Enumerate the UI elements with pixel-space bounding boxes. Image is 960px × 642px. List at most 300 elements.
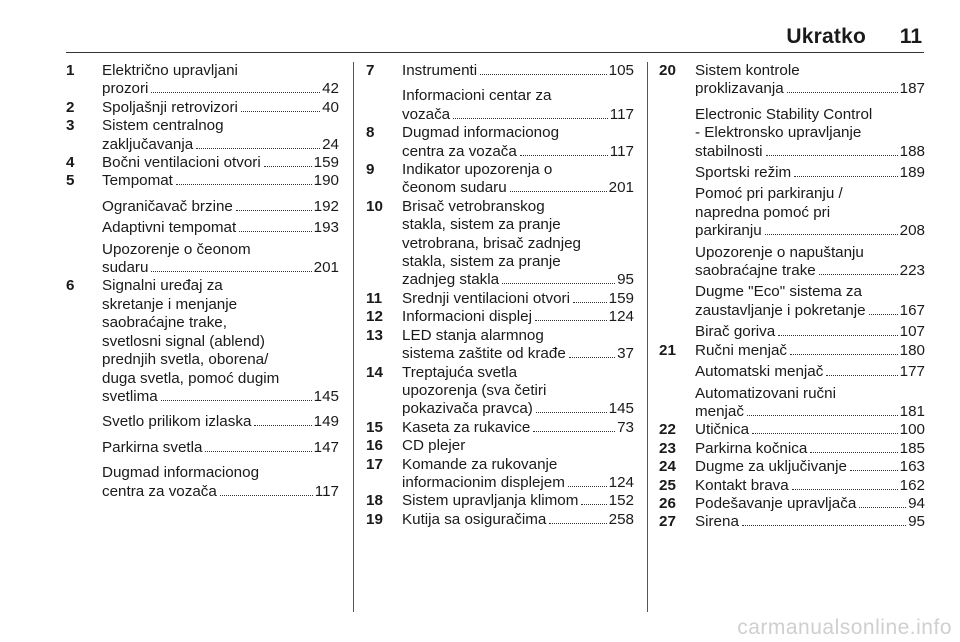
index-entry: [659, 363, 925, 381]
entry-line: [402, 290, 634, 308]
entry-page-number: 185: [899, 439, 925, 457]
index-entry: [659, 323, 925, 341]
entry-text: CD plejer: [402, 437, 466, 455]
entry-number: 15: [366, 418, 383, 436]
entry-page-number: 201: [608, 179, 634, 197]
entry-text: Srednji ventilacioni otvori: [402, 289, 570, 307]
entry-number: 16: [366, 437, 383, 455]
entry-line: [402, 87, 634, 105]
entry-number: 3: [66, 117, 75, 135]
index-column-1: [66, 62, 339, 501]
entry-text: Automatski menjač: [695, 363, 824, 381]
entry-text: duga svetla, pomoć dugim: [102, 369, 280, 387]
entry-line: [402, 474, 634, 492]
entry-number: 25: [659, 476, 676, 494]
dot-leader: [236, 210, 312, 211]
entry-number: 19: [366, 510, 383, 528]
entry-text: Upozorenje o čeonom: [102, 240, 251, 258]
entry-number: 23: [659, 439, 676, 457]
entry-text: prednjih svetla, oborena/: [102, 351, 269, 369]
entry-text: Dugme "Eco" sistema za: [695, 283, 862, 301]
entry-line: [102, 388, 339, 406]
entry-text: Indikator upozorenja o: [402, 161, 553, 179]
entry-page-number: 190: [313, 172, 339, 190]
entry-text: Parkirna svetla: [102, 438, 203, 456]
index-entry: [66, 154, 339, 172]
entry-page-number: 208: [899, 222, 925, 240]
index-entry: [366, 327, 634, 364]
dot-leader: [766, 155, 898, 156]
entry-line: [695, 323, 925, 341]
entry-text: zaključavanja: [102, 135, 194, 153]
entry-line: [695, 403, 925, 421]
entry-line: [695, 124, 925, 142]
entry-text: Informacioni centar za: [402, 87, 552, 105]
entry-number: 20: [659, 62, 676, 79]
entry-text: zadnjeg stakla: [402, 271, 500, 289]
dot-leader: [742, 525, 906, 526]
entry-line: [102, 172, 339, 190]
entry-line: [102, 351, 339, 369]
entry-text: Podešavanje upravljača: [695, 494, 857, 512]
dot-leader: [161, 400, 312, 401]
dot-leader: [790, 354, 898, 355]
dot-leader: [535, 320, 607, 321]
entry-text: Adaptivni tempomat: [102, 219, 237, 237]
index-entry: [659, 458, 925, 476]
entry-line: [102, 277, 339, 295]
dot-leader: [819, 274, 898, 275]
entry-text: zaustavljanje i pokretanje: [695, 301, 866, 319]
entry-text: Kontakt brava: [695, 476, 789, 494]
entry-page-number: 117: [314, 482, 339, 500]
entry-number: 10: [366, 197, 383, 215]
entry-text: Ograničavač brzine: [102, 197, 233, 215]
index-entry: [366, 308, 634, 326]
entry-number: 9: [366, 161, 375, 179]
entry-text: Svetlo prilikom izlaska: [102, 413, 252, 431]
entry-line: [102, 62, 339, 80]
entry-line: [402, 253, 634, 271]
entry-number: 26: [659, 494, 676, 512]
entry-text: skretanje i menjanje: [102, 295, 238, 313]
dot-leader: [792, 489, 898, 490]
entry-text: čeonom sudaru: [402, 179, 507, 197]
entry-text: proklizavanja: [695, 80, 784, 98]
entry-text: informacionim displejem: [402, 473, 565, 491]
entry-page-number: 192: [313, 197, 339, 215]
entry-page-number: 37: [617, 345, 634, 363]
entry-text: pokazivača pravca): [402, 400, 533, 418]
dot-leader: [254, 425, 311, 426]
entry-line: [695, 342, 925, 360]
entry-page-number: 42: [322, 80, 339, 98]
entry-line: [102, 439, 339, 457]
entry-text: Sportski režim: [695, 164, 792, 182]
entry-page-number: 223: [899, 262, 925, 280]
entry-line: [695, 495, 925, 513]
entry-text: Sistem kontrole: [695, 62, 800, 79]
dot-leader: [778, 335, 897, 336]
entry-line: [402, 179, 634, 197]
index-entry: [66, 413, 339, 431]
index-entry: [659, 283, 925, 320]
entry-line: [402, 124, 634, 142]
index-entry: [659, 477, 925, 495]
entry-text: Sirena: [695, 513, 739, 531]
entry-line: [695, 262, 925, 280]
index-entry: [66, 99, 339, 117]
dot-leader: [536, 412, 607, 413]
index-entry: [366, 198, 634, 290]
entry-text: Ručni menjač: [695, 341, 788, 359]
entry-line: [402, 106, 634, 124]
entry-line: [695, 363, 925, 381]
index-entry: [366, 62, 634, 80]
entry-line: [102, 241, 339, 259]
index-entry: [66, 219, 339, 237]
dot-leader: [869, 314, 898, 315]
entry-text: Pomoć pri parkiranju /: [695, 185, 843, 203]
index-entry: [659, 185, 925, 240]
dot-leader: [794, 176, 897, 177]
index-entry: [659, 106, 925, 161]
entry-text: stakla, sistem za pranje: [402, 253, 561, 271]
entry-page-number: 95: [908, 513, 925, 531]
dot-leader: [510, 191, 607, 192]
entry-line: [402, 271, 634, 289]
entry-text: sistema zaštite od krađe: [402, 345, 566, 363]
entry-page-number: 162: [899, 476, 925, 494]
entry-line: [102, 370, 339, 388]
entry-number: 13: [366, 326, 383, 344]
dot-leader: [241, 111, 320, 112]
page-title: Ukratko: [786, 25, 866, 48]
index-entry: [659, 385, 925, 422]
dot-leader: [826, 375, 897, 376]
entry-page-number: 124: [608, 473, 634, 491]
entry-line: [695, 477, 925, 495]
dot-leader: [765, 234, 898, 235]
entry-number: 2: [66, 98, 75, 116]
entry-text: svetlima: [102, 387, 158, 405]
entry-line: [102, 483, 339, 501]
index-entry: [659, 440, 925, 458]
index-entry: [366, 87, 634, 124]
index-entry: [366, 364, 634, 419]
entry-text: vozača: [402, 105, 451, 123]
dot-leader: [151, 271, 311, 272]
entry-number: 8: [366, 124, 375, 142]
index-entry: [659, 421, 925, 439]
entry-line: [695, 421, 925, 439]
entry-line: [102, 154, 339, 172]
dot-leader: [787, 92, 898, 93]
entry-page-number: 95: [617, 271, 634, 289]
index-entry: [366, 161, 634, 198]
entry-line: [402, 143, 634, 161]
entry-page-number: 117: [609, 142, 634, 160]
entry-page-number: 149: [313, 413, 339, 431]
entry-line: [402, 235, 634, 253]
entry-text: Brisač vetrobranskog: [402, 197, 545, 215]
entry-line: [402, 198, 634, 216]
entry-number: 11: [366, 289, 383, 307]
entry-line: [402, 327, 634, 345]
entry-line: [695, 80, 925, 98]
index-entry: [659, 513, 925, 531]
entry-line: [402, 456, 634, 474]
entry-text: - Elektronsko upravljanje: [695, 124, 862, 142]
entry-number: 18: [366, 492, 383, 510]
dot-leader: [151, 92, 320, 93]
dot-leader: [176, 184, 312, 185]
entry-number: 5: [66, 172, 75, 190]
entry-text: Automatizovani ručni: [695, 384, 836, 402]
entry-number: 22: [659, 421, 676, 439]
entry-text: upozorenja (sva četiri: [402, 381, 547, 399]
entry-text: Kutija sa osiguračima: [402, 510, 547, 528]
index-entry: [66, 439, 339, 457]
index-entry: [66, 277, 339, 406]
entry-text: Sistem centralnog: [102, 117, 224, 135]
entry-number: 4: [66, 154, 75, 172]
entry-page-number: 167: [899, 301, 925, 319]
entry-page-number: 24: [322, 135, 339, 153]
entry-page-number: 180: [899, 341, 925, 359]
entry-page-number: 187: [899, 80, 925, 98]
index-entry: [659, 244, 925, 281]
entry-text: Birač goriva: [695, 323, 776, 341]
entry-page-number: 117: [609, 105, 634, 123]
index-entry: [66, 241, 339, 278]
entry-line: [695, 302, 925, 320]
entry-page-number: 177: [899, 363, 925, 381]
entry-text: Dugmad informacionog: [402, 124, 560, 142]
entry-number: 27: [659, 513, 676, 531]
entry-page-number: 73: [617, 418, 634, 436]
dot-leader: [502, 283, 615, 284]
dot-leader: [453, 118, 608, 119]
dot-leader: [205, 451, 311, 452]
entry-line: [695, 62, 925, 80]
entry-text: LED stanja alarmnog: [402, 326, 544, 344]
entry-text: stabilnosti: [695, 142, 763, 160]
entry-page-number: 105: [608, 62, 634, 79]
entry-page-number: 159: [313, 154, 339, 172]
entry-line: [102, 259, 339, 277]
index-entry: [659, 342, 925, 360]
entry-line: [402, 511, 634, 529]
entry-text: Spoljašnji retrovizori: [102, 98, 238, 116]
entry-line: [102, 333, 339, 351]
entry-page-number: 94: [908, 494, 925, 512]
entry-page-number: 107: [899, 323, 925, 341]
entry-number: 21: [659, 341, 676, 359]
entry-text: vetrobrana, brisač zadnjeg: [402, 234, 581, 252]
entry-page-number: 258: [608, 510, 634, 528]
dot-leader: [264, 166, 312, 167]
entry-number: 12: [366, 308, 383, 326]
entry-text: saobraćajne trake: [695, 262, 816, 280]
entry-number: 14: [366, 363, 383, 381]
entry-text: Treptajuća svetla: [402, 363, 518, 381]
entry-line: [695, 283, 925, 301]
dot-leader: [859, 507, 906, 508]
dot-leader: [569, 357, 615, 358]
dot-leader: [533, 431, 615, 432]
entry-text: Dugme za uključivanje: [695, 458, 847, 476]
entry-line: [102, 198, 339, 216]
entry-text: stakla, sistem za pranje: [402, 216, 561, 234]
entry-text: Tempomat: [102, 172, 173, 190]
dot-leader: [850, 470, 898, 471]
index-entry: [659, 62, 925, 99]
entry-text: saobraćajne trake,: [102, 314, 227, 332]
entry-line: [102, 464, 339, 482]
entry-text: parkiranju: [695, 222, 762, 240]
entry-page-number: 145: [608, 400, 634, 418]
index-entry: [66, 117, 339, 154]
entry-text: sudaru: [102, 259, 149, 277]
index-entry: [366, 492, 634, 510]
entry-text: centra za vozača: [402, 142, 517, 160]
entry-line: [695, 143, 925, 161]
entry-number: 7: [366, 62, 375, 79]
index-entry: [659, 164, 925, 182]
entry-line: [695, 244, 925, 262]
entry-line: [695, 513, 925, 531]
entry-text: Kaseta za rukavice: [402, 418, 531, 436]
entry-line: [402, 62, 634, 80]
entry-line: [402, 161, 634, 179]
entry-page-number: 124: [608, 308, 634, 326]
entry-number: 17: [366, 455, 383, 473]
entry-line: [402, 382, 634, 400]
index-entry: [366, 419, 634, 437]
dot-leader: [747, 415, 898, 416]
entry-page-number: 40: [322, 98, 339, 116]
index-entry: [66, 62, 339, 99]
entry-line: [102, 219, 339, 237]
dot-leader: [220, 495, 313, 496]
entry-line: [402, 400, 634, 418]
entry-page-number: 145: [313, 387, 339, 405]
entry-line: [102, 136, 339, 154]
entry-line: [102, 117, 339, 135]
entry-line: [402, 419, 634, 437]
dot-leader: [581, 504, 606, 505]
entry-text: Instrumenti: [402, 62, 478, 79]
entry-line: [102, 413, 339, 431]
dot-leader: [568, 486, 607, 487]
entry-page-number: 100: [899, 421, 925, 439]
entry-line: [402, 437, 634, 455]
entry-text: Električno upravljani: [102, 62, 238, 79]
entry-line: [695, 458, 925, 476]
index-entry: [66, 464, 339, 501]
entry-text: Dugmad informacionog: [102, 464, 260, 482]
entry-text: Upozorenje o napuštanju: [695, 243, 864, 261]
entry-page-number: 181: [899, 402, 925, 420]
index-entry: [366, 290, 634, 308]
dot-leader: [520, 155, 608, 156]
entry-text: menjač: [695, 402, 744, 420]
entry-page-number: 193: [313, 219, 339, 237]
dot-leader: [549, 523, 606, 524]
entry-text: svetlosni signal (ablend): [102, 332, 265, 350]
entry-text: centra za vozača: [102, 482, 217, 500]
entry-line: [402, 308, 634, 326]
entry-line: [402, 216, 634, 234]
dot-leader: [196, 148, 320, 149]
entry-text: Utičnica: [695, 421, 750, 439]
entry-line: [695, 440, 925, 458]
entry-line: [695, 204, 925, 222]
index-entry: [659, 495, 925, 513]
index-entry: [366, 456, 634, 493]
entry-page-number: 201: [313, 259, 339, 277]
page-header: [66, 22, 924, 53]
dot-leader: [480, 74, 607, 75]
entry-text: Signalni uređaj za: [102, 277, 223, 295]
entry-line: [695, 164, 925, 182]
entry-page-number: 163: [899, 458, 925, 476]
dot-leader: [752, 433, 898, 434]
index-entry: [366, 124, 634, 161]
entry-line: [102, 314, 339, 332]
entry-line: [402, 345, 634, 363]
entry-text: napredna pomoć pri: [695, 203, 831, 221]
dot-leader: [810, 452, 897, 453]
page-number: 11: [899, 25, 922, 48]
entry-page-number: 147: [313, 438, 339, 456]
entry-text: Parkirna kočnica: [695, 439, 808, 457]
entry-number: 1: [66, 62, 75, 79]
entry-line: [402, 364, 634, 382]
index-entry: [366, 437, 634, 455]
watermark: carmanualsonline.info: [737, 616, 952, 639]
entry-text: Komande za rukovanje: [402, 455, 558, 473]
entry-page-number: 188: [899, 142, 925, 160]
entry-number: 24: [659, 458, 676, 476]
entry-line: [102, 80, 339, 98]
entry-line: [695, 185, 925, 203]
entry-text: Bočni ventilacioni otvori: [102, 154, 261, 172]
index-entry: [366, 511, 634, 529]
entry-line: [695, 106, 925, 124]
column-divider: [647, 62, 648, 612]
column-divider: [353, 62, 354, 612]
dot-leader: [573, 302, 607, 303]
entry-text: Sistem upravljanja klimom: [402, 492, 579, 510]
entry-page-number: 189: [899, 164, 925, 182]
entry-number: 6: [66, 277, 75, 295]
entry-line: [102, 99, 339, 117]
entry-line: [695, 385, 925, 403]
entry-page-number: 159: [608, 289, 634, 307]
dot-leader: [239, 231, 311, 232]
entry-line: [695, 222, 925, 240]
entry-line: [102, 296, 339, 314]
entry-text: Electronic Stability Control: [695, 105, 873, 123]
index-entry: [66, 198, 339, 216]
index-column-3: [659, 62, 925, 532]
entry-text: Informacioni displej: [402, 308, 532, 326]
index-entry: [66, 172, 339, 190]
index-column-2: [366, 62, 634, 529]
entry-line: [402, 492, 634, 510]
